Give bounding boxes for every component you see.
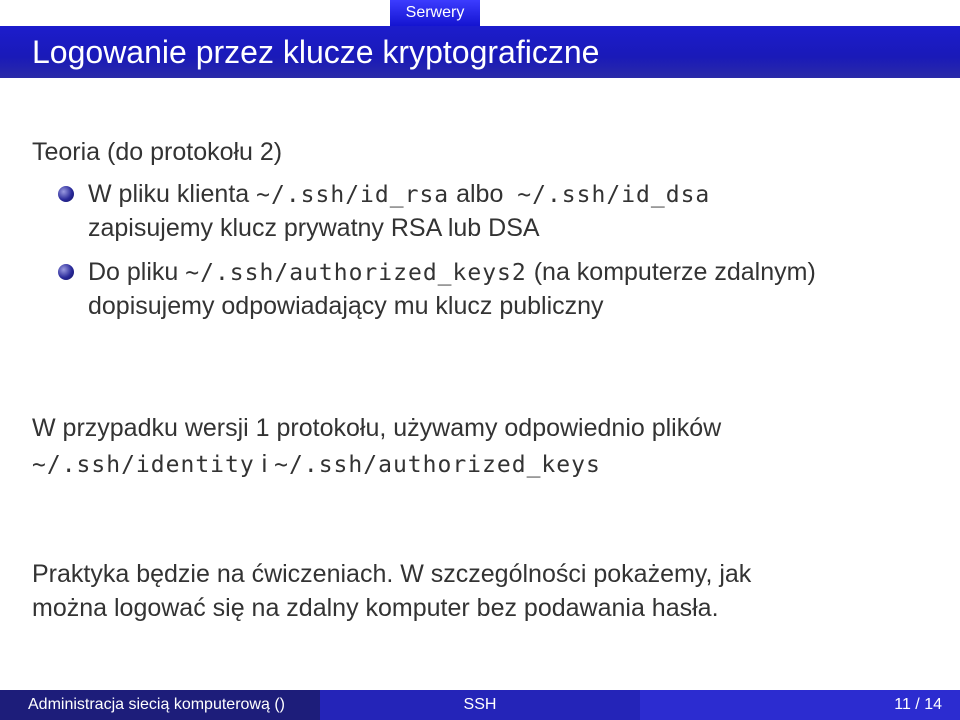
bullet1-text2: albo <box>449 180 511 208</box>
para3-line2: można logować się na zdalny komputer bez podawania hasła. <box>32 594 719 622</box>
bullet1-line2: zapisujemy klucz prywatny RSA lub DSA <box>88 214 540 242</box>
slide-title: Logowanie przez klucze kryptograficzne <box>32 34 600 70</box>
footer-course[interactable]: Administracja siecią komputerową () <box>0 690 320 720</box>
bullet-icon <box>58 264 74 280</box>
para2-line2 <box>32 448 601 481</box>
section-tab[interactable]: Serwery <box>390 0 480 26</box>
bullet1-code1: ~/.ssh/id_rsa <box>256 182 450 208</box>
para3-line1: Praktyka będzie na ćwiczeniach. W szczególności pokażemy, jak <box>32 560 752 588</box>
bullet1-line1 <box>88 178 710 211</box>
slide-header <box>0 26 960 78</box>
para2-code1: ~/.ssh/identity <box>32 452 255 478</box>
bullet2-code1: ~/.ssh/authorized_keys2 <box>185 260 527 286</box>
slide-footer <box>0 690 960 720</box>
footer-topic[interactable]: SSH <box>320 690 640 720</box>
footer-page <box>640 690 960 720</box>
bullet2-text1: Do pliku <box>88 258 186 286</box>
bullet2-text2: (na komputerze zdalnym) <box>526 258 816 286</box>
para2-line1: W przypadku wersji 1 protokołu, używamy odpowiednio plików <box>32 414 722 442</box>
intro-text: Teoria (do protokołu 2) <box>32 138 283 166</box>
bullet2-line2: dopisujemy odpowiadający mu klucz publiczny <box>88 292 604 320</box>
bullet1-code2: ~/.ssh/id_dsa <box>517 182 711 208</box>
page-number: 11 / 14 <box>894 696 942 713</box>
bullet-icon <box>58 186 74 202</box>
para2-text1: i <box>254 450 275 478</box>
para2-code2: ~/.ssh/authorized_keys <box>274 452 601 478</box>
bullet2-line1 <box>88 256 816 289</box>
bullet1-text1: W pliku klienta <box>88 180 257 208</box>
